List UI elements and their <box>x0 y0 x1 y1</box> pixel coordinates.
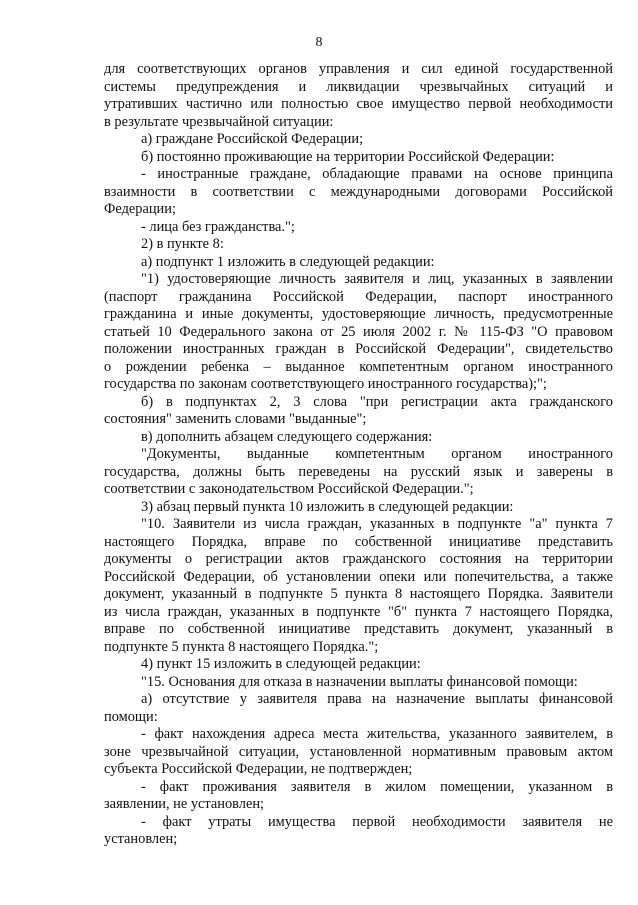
text-line: а) граждане Российской Федерации; <box>141 131 364 147</box>
paragraph <box>104 726 613 779</box>
text-line: утративших частично или полностью свое имущество первой необходимости <box>104 96 613 112</box>
text-line: состояния" заменить словами "выданные"; <box>104 411 367 427</box>
text-line: системы предупреждения и ликвидации чрезвычайных ситуаций и <box>104 78 613 95</box>
text-line: установлен; <box>104 831 178 847</box>
paragraph <box>104 166 613 219</box>
text-line: подпункте 5 пункта 8 настоящего Порядка."; <box>104 638 379 655</box>
paragraph <box>104 131 613 149</box>
text-line: государства, должны быть переведены на русский язык и заверены в <box>104 463 613 480</box>
text-line: б) в подпунктах 2, 3 слова "при регистрации акта гражданского <box>141 393 613 410</box>
text-line: документ, указанный в подпункте 5 пункта 8 настоящего Порядка. Заявители <box>104 586 613 602</box>
text-line: - факт проживания заявителя в жилом помещении, указанном в <box>141 778 613 795</box>
text-line: - факт нахождения адреса места жительства, указанного заявителем, в <box>141 726 613 742</box>
text-line: статьей 10 Федерального закона от 25 июля 2002 г. № 115-ФЗ "О правовом <box>104 323 613 340</box>
text-line: заявлении, не установлен; <box>104 796 265 812</box>
text-line: - лица без гражданства."; <box>141 218 295 235</box>
text-line: положении иностранных граждан в Российской Федерации", свидетельство <box>104 341 613 357</box>
text-line: б) постоянно проживающие на территории Российской Федерации: <box>141 148 555 165</box>
text-line: в результате чрезвычайной ситуации: <box>104 113 334 130</box>
text-line: - иностранные граждане, обладающие правами на основе принципа <box>141 166 613 182</box>
text-line: (паспорт гражданина Российской Федерации, паспорт иностранного <box>104 288 613 305</box>
text-line: помощи: <box>104 708 158 725</box>
document-body <box>104 61 613 849</box>
text-line: "15. Основания для отказа в назначении выплаты финансовой помощи: <box>141 673 578 690</box>
paragraph <box>104 516 613 656</box>
text-line: а) отсутствие у заявителя права на назначение выплаты финансовой <box>141 691 613 707</box>
text-line: настоящего Порядка, вправе по собственной инициативе представить <box>104 533 613 550</box>
text-line: государства по законам соответствующего иностранного государства);"; <box>104 376 547 392</box>
text-line: Федерации; <box>104 201 176 217</box>
text-line: 2) в пункте 8: <box>141 236 224 252</box>
text-line: из числа граждан, указанных в подпункте "б" пункта 7 настоящего Порядка, <box>104 603 613 620</box>
paragraph <box>104 499 613 517</box>
paragraph <box>104 394 613 429</box>
text-line: 3) абзац первый пункта 10 изложить в следующей редакции: <box>141 498 514 515</box>
text-line: Российской Федерации, об установлении опеки или попечительства, а также <box>104 568 613 585</box>
paragraph <box>104 656 613 674</box>
paragraph <box>104 254 613 272</box>
text-line: 4) пункт 15 изложить в следующей редакции: <box>141 656 421 672</box>
paragraph <box>104 446 613 499</box>
text-line: субъекта Российской Федерации, не подтвержден; <box>104 761 413 777</box>
paragraph <box>104 61 613 131</box>
text-line: взаимности в соответствии с международными договорами Российской <box>104 183 613 200</box>
text-line: для соответствующих органов управления и сил единой государственной <box>104 61 613 77</box>
paragraph <box>104 691 613 726</box>
paragraph <box>104 429 613 447</box>
text-line: зоне чрезвычайной ситуации, установленной нормативным правовым актом <box>104 743 613 760</box>
paragraph <box>104 219 613 237</box>
paragraph <box>104 149 613 167</box>
text-line: - факт утраты имущества первой необходимости заявителя не <box>141 813 613 830</box>
paragraph <box>104 236 613 254</box>
paragraph <box>104 674 613 692</box>
text-line: "10. Заявители из числа граждан, указанных в подпункте "а" пункта 7 <box>141 516 613 532</box>
text-line: гражданина и иные документы, удостоверяющие личность, предусмотренные <box>104 306 613 322</box>
text-line: о рождении ребенка – выданное компетентным органом иностранного <box>104 358 613 375</box>
text-line: а) подпункт 1 изложить в следующей редакции: <box>141 253 435 270</box>
paragraph <box>104 271 613 394</box>
page-number: 8 <box>315 35 323 50</box>
text-line: "1) удостоверяющие личность заявителя и лиц, указанных в заявлении <box>141 271 613 287</box>
text-line: в) дополнить абзацем следующего содержания: <box>141 428 433 445</box>
text-line: вправе по собственной инициативе представить документ, указанный в <box>104 621 613 637</box>
text-line: документы о регистрации актов гражданского состояния на территории <box>104 551 613 567</box>
text-line: "Документы, выданные компетентным органом иностранного <box>141 446 613 462</box>
text-line: соответствии с законодательством Российской Федерации."; <box>104 481 474 497</box>
paragraph <box>104 779 613 814</box>
paragraph <box>104 814 613 849</box>
